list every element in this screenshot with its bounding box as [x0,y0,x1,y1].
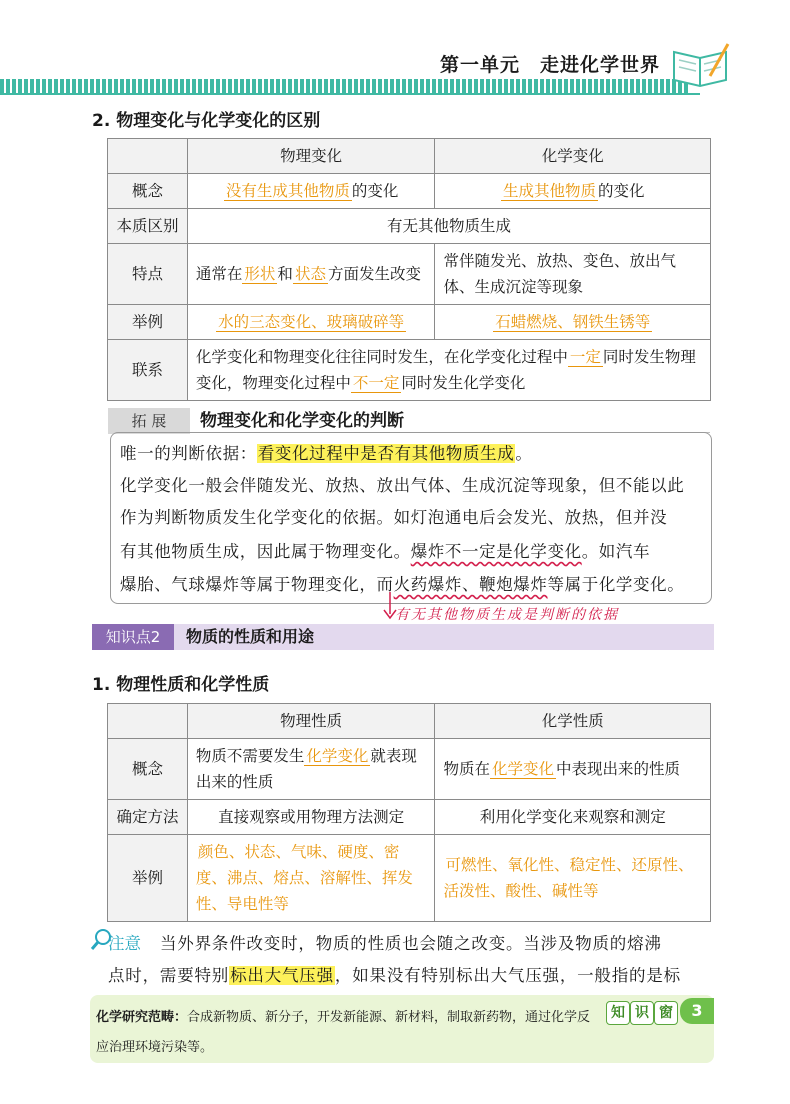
cell [187,340,710,401]
footer-bold-label: 化学研究范畴： [96,1010,188,1025]
knowledge-point-tag: 知识点2 [92,624,174,650]
text: 。如汽车 [581,542,651,561]
cell: 直接观察或用物理方法测定 [187,800,435,835]
blank-answer: 水的三态变化、玻璃破碎等 [218,313,405,331]
table-header-row [108,139,711,174]
table-corner [108,704,188,739]
text: 。 [515,444,533,463]
cell [187,739,435,800]
page-number: 3 [680,998,714,1024]
text: 爆胎、气球爆炸等属于物理变化，而 [120,575,394,594]
cell-text: 同时发生化学变化 [401,374,526,392]
header-rule [0,93,700,95]
blank-answer: 形状 [244,265,276,283]
knowledge-window-char: 知 [606,1001,630,1025]
cell-text: 的变化 [351,182,399,200]
header-stripe [0,79,690,93]
cell [187,835,435,922]
note-line: 当外界条件改变时，物质的性质也会随之改变。当涉及物质的熔沸 [160,934,662,953]
blank-answer: 生成其他物质 [502,182,596,200]
table-row [108,835,711,922]
table-row [108,174,711,209]
blank-answer: 可燃性、氧化性、稳定性、还原性、活泼性、酸性、碱性等 [443,856,694,900]
cell-text: 物质在 [443,760,490,778]
change-comparison-table [107,138,711,401]
cell: 有无其他物质生成 [187,209,710,244]
cell [435,835,711,922]
col-header-physical: 物理变化 [187,139,435,174]
note-line [108,962,681,986]
text: 合成新物质、新分子，开发新能源、新材料，制取新药物，通过化学反 [187,1010,591,1025]
cell [187,305,435,340]
cell [435,739,711,800]
note-label: 注意 [108,934,141,953]
row-label: 联系 [108,340,188,401]
cell-text: 方面发生改变 [327,265,421,283]
wavy-underline-text: 火药爆炸、鞭炮爆炸 [393,575,548,594]
highlight: 标出大气压强 [230,966,334,985]
cell: 常伴随发光、放热、变色、放出气体、生成沉淀等现象 [435,244,711,305]
handwritten-note: 有无其他物质生成是判断的依据 [395,607,619,623]
row-label: 本质区别 [108,209,188,244]
blank-answer: 状态 [294,265,326,283]
table-row [108,800,711,835]
wavy-underline-text: 爆炸不一定是化学变化 [410,542,582,561]
knowledge-window-char: 窗 [654,1001,678,1025]
text: 等属于化学变化。 [547,575,685,594]
row-label: 特点 [108,244,188,305]
text: ，如果没有特别标出大气压强，一般指的是标 [334,966,681,985]
cell [435,174,711,209]
cell [187,174,435,209]
knowledge-point-title: 物质的性质和用途 [186,627,315,646]
footer-line: 应治理环境污染等。 [96,1040,214,1055]
blank-answer: 化学变化 [306,747,369,765]
cell [187,244,435,305]
cell: 利用化学变化来观察和测定 [435,800,711,835]
cell-text: 的变化 [597,182,645,200]
cell-text: 同时发生物理变化，物理变化过程中 [195,348,696,392]
page-header [0,0,790,96]
row-label: 概念 [108,174,188,209]
row-label: 举例 [108,305,188,340]
blank-answer: 一定 [569,348,601,366]
cell-text: 就表现出来的性质 [195,747,417,791]
extension-line: 作为判断物质发生化学变化的依据。如灯泡通电后会发光、放热，但并没 [120,508,668,527]
extension-line [120,571,684,595]
table-corner [108,139,188,174]
table-row [108,340,711,401]
table-header-row [108,704,711,739]
text: 点时，需要特别 [108,966,230,985]
text: 唯一的判断依据： [120,444,257,463]
footer-line [96,1006,590,1025]
row-label: 概念 [108,739,188,800]
knowledge-window-char: 识 [630,1001,654,1025]
col-header-physical: 物理性质 [187,704,435,739]
table-row [108,209,711,244]
section-heading: 1. 物理性质和化学性质 [92,675,270,695]
table-row [108,244,711,305]
cell-text: 物质不需要发生 [195,747,305,765]
extension-line: 化学变化一般会伴随发光、放热、放出气体、生成沉淀等现象，但不能以此 [120,476,685,495]
property-comparison-table [107,703,711,922]
row-label: 举例 [108,835,188,922]
blank-answer: 颜色、状态、气味、硬度、密度、沸点、熔点、溶解性、挥发性、导电性等 [195,843,413,913]
open-book-icon [670,40,730,88]
cell-text: 和 [277,265,293,283]
highlight: 看变化过程中是否有其他物质生成 [257,444,515,463]
blank-answer: 不一定 [352,374,400,392]
cell [435,305,711,340]
extension-line [120,538,650,562]
text: 有其他物质生成，因此属于物理变化。 [120,542,411,561]
blank-answer: 石蜡燃烧、钢铁生锈等 [495,313,651,331]
cell-text: 中表现出来的性质 [556,760,681,778]
unit-title: 第一单元 走进化学世界 [439,54,660,76]
blank-answer: 没有生成其他物质 [225,182,350,200]
col-header-chemical: 化学性质 [435,704,711,739]
extension-tag: 拓 展 [108,408,190,434]
row-label: 确定方法 [108,800,188,835]
extension-line [120,440,532,464]
blank-answer: 化学变化 [491,760,554,778]
section-heading: 2. 物理变化与化学变化的区别 [92,111,321,131]
col-header-chemical: 化学变化 [435,139,711,174]
table-row [108,739,711,800]
cell-text: 化学变化和物理变化往往同时发生，在化学变化过程中 [195,348,568,366]
cell-text: 通常在 [195,265,243,283]
table-row [108,305,711,340]
extension-title: 物理变化和化学变化的判断 [200,411,404,431]
